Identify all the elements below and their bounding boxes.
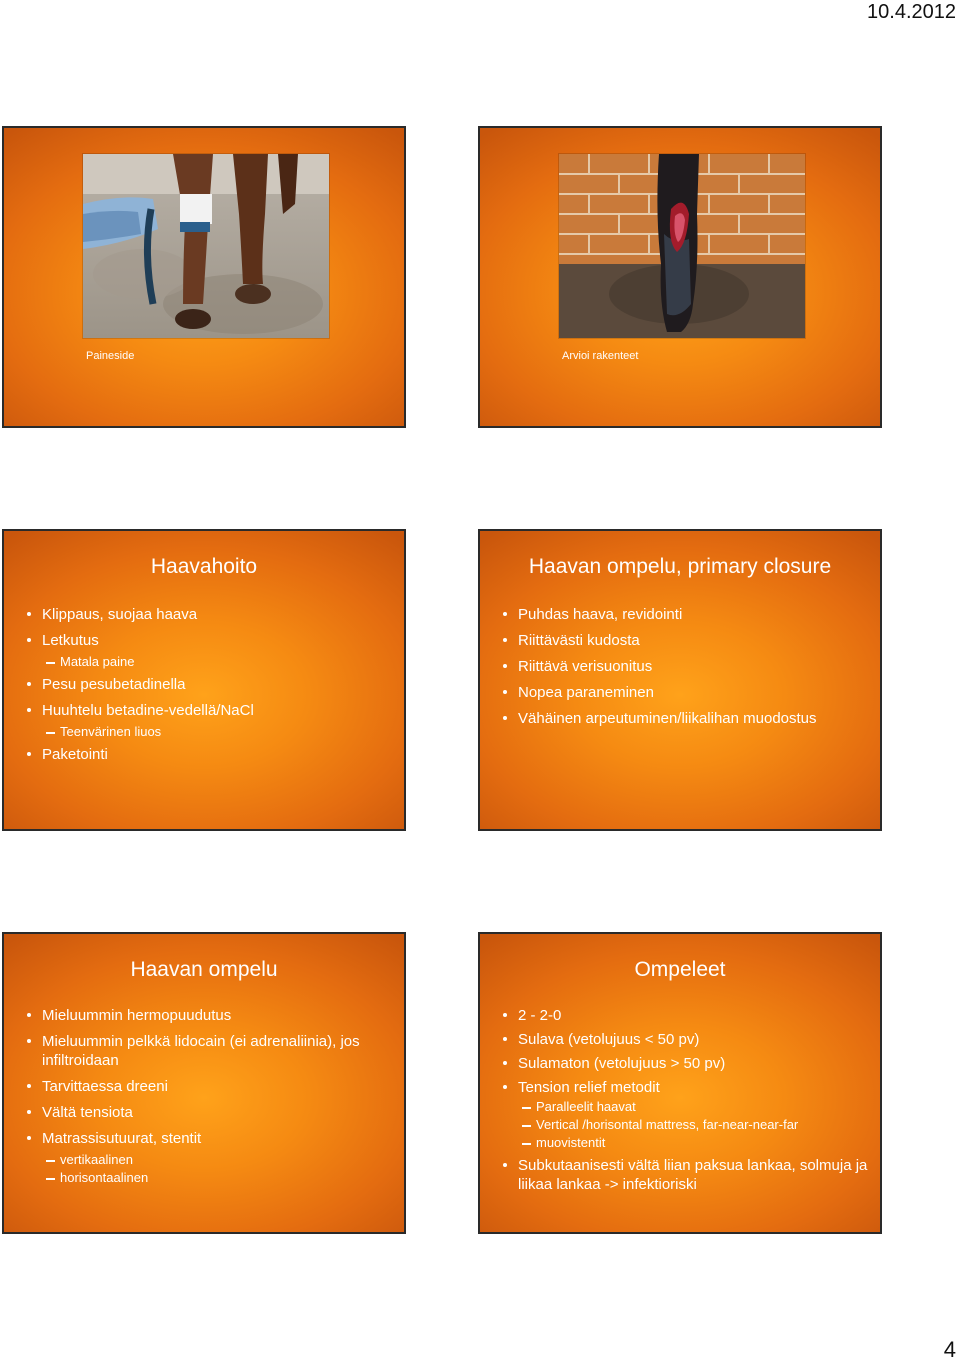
bullet-item: Paketointi bbox=[26, 745, 394, 764]
slide-ompeleet bbox=[478, 932, 882, 1234]
bullet-item: Pesu pesubetadinella bbox=[26, 675, 394, 694]
bullet-item: Puhdas haava, revidointi bbox=[502, 605, 870, 624]
bullet-item: Riittävästi kudosta bbox=[502, 631, 870, 650]
page-number: 4 bbox=[943, 1337, 956, 1362]
bullet-item: Mieluummin hermopuudutus bbox=[26, 1006, 394, 1025]
bullet-item: Subkutaanisesti vältä liian paksua lankaa, solmuja ja liikaa lankaa -> infektioriski bbox=[502, 1156, 870, 1194]
sub-bullet-item: horisontaalinen bbox=[26, 1170, 394, 1186]
sub-bullet-item: vertikaalinen bbox=[26, 1152, 394, 1168]
slide-title: Ompeleet bbox=[634, 958, 726, 981]
sub-bullet-item: Teenvärinen liuos bbox=[26, 724, 394, 740]
photo-caption: Arvioi rakenteet bbox=[562, 350, 639, 362]
slide-title: Haavan ompelu, primary closure bbox=[528, 555, 832, 578]
bullet-item: Vähäinen arpeutuminen/liikalihan muodostus bbox=[502, 709, 870, 728]
bullet-item: Riittävä verisuonitus bbox=[502, 657, 870, 676]
bullet-item: Vältä tensiota bbox=[26, 1103, 394, 1122]
slide-primary-closure bbox=[478, 529, 882, 831]
sub-bullet-item: Paralleelit haavat bbox=[502, 1099, 870, 1115]
sub-bullet-item: Vertical /horisontal mattress, far-near-near-far bbox=[502, 1117, 870, 1133]
bullet-item: Letkutus bbox=[26, 631, 394, 650]
bullet-item: Sulamaton (vetolujuus > 50 pv) bbox=[502, 1054, 870, 1073]
bullet-item: Mieluummin pelkkä lidocain (ei adrenaliinia), jos infiltroidaan bbox=[26, 1032, 394, 1070]
photo-caption: Paineside bbox=[86, 350, 135, 362]
wounded-horse-leg-photo bbox=[558, 153, 806, 339]
bullet-item: Sulava (vetolujuus < 50 pv) bbox=[502, 1030, 870, 1049]
bullet-item: Matrassisutuurat, stentit bbox=[26, 1129, 394, 1148]
bullet-item: Tension relief metodit bbox=[502, 1078, 870, 1097]
sub-bullet-item: Matala paine bbox=[26, 654, 394, 670]
slide-haavahoito bbox=[2, 529, 406, 831]
bullet-item: Tarvittaessa dreeni bbox=[26, 1077, 394, 1096]
bullet-list bbox=[502, 1006, 870, 1201]
bullet-list bbox=[502, 605, 870, 735]
slide-title: Haavan ompelu bbox=[130, 958, 278, 981]
bullet-list bbox=[26, 1006, 394, 1191]
bullet-item: Huuhtelu betadine-vedellä/NaCl bbox=[26, 701, 394, 720]
slide-title: Haavahoito bbox=[150, 555, 258, 578]
slide-haavan-ompelu bbox=[2, 932, 406, 1234]
bandaged-horse-leg-photo bbox=[82, 153, 330, 339]
bullet-item: 2 - 2-0 bbox=[502, 1006, 870, 1025]
bullet-list bbox=[26, 605, 394, 771]
slide-paineside bbox=[2, 126, 406, 428]
bullet-item: Nopea paraneminen bbox=[502, 683, 870, 702]
bullet-item: Klippaus, suojaa haava bbox=[26, 605, 394, 624]
sub-bullet-item: muovistentit bbox=[502, 1135, 870, 1151]
slide-arvioi-rakenteet bbox=[478, 126, 882, 428]
page-date: 10.4.2012 bbox=[867, 1, 956, 23]
